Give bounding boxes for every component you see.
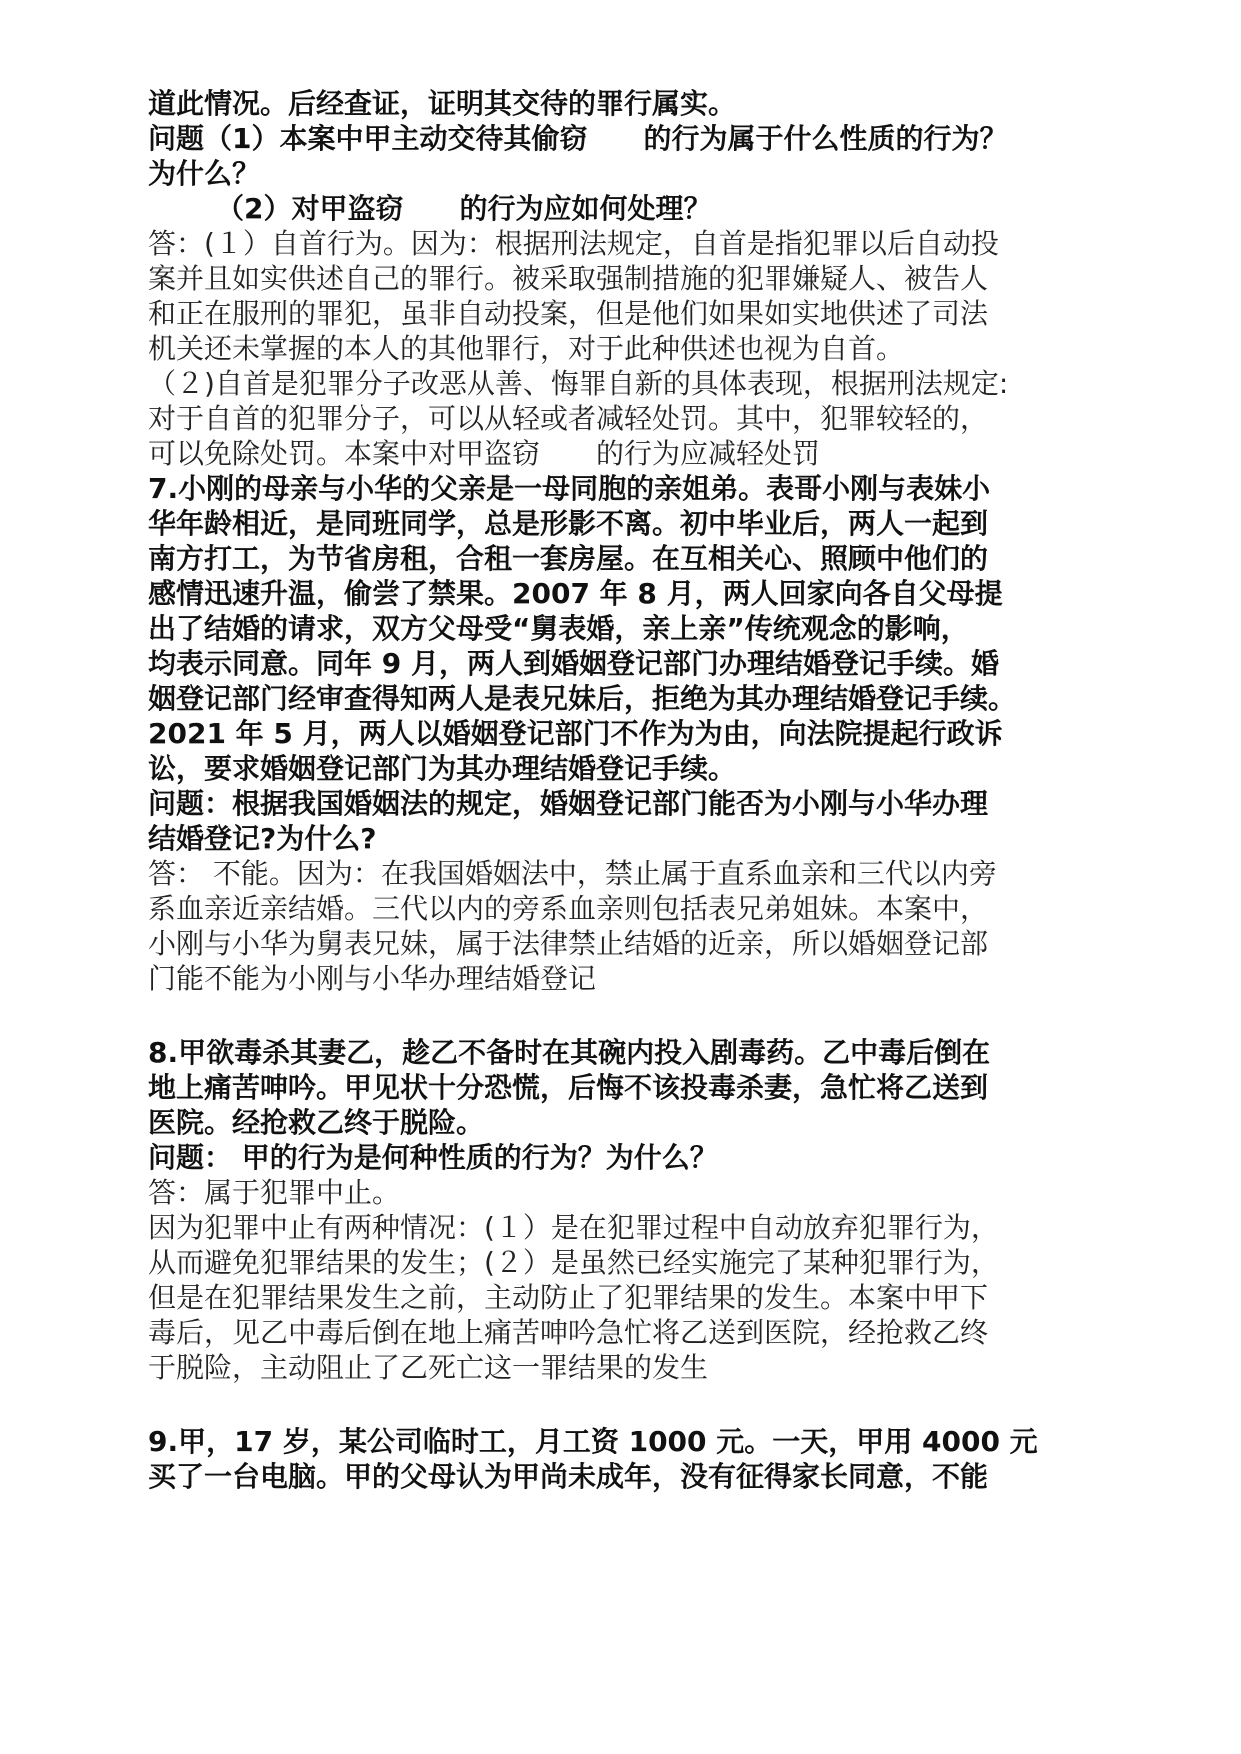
answer-line: （２)自首是犯罪分子改恶从善、悔罪自新的具体表现，根据刑法规定:: [148, 367, 1009, 400]
text-line: 道此情况。后经查证，证明其交待的罪行属实。: [148, 87, 737, 120]
case-line: 买了一台电脑。甲的父母认为甲尚未成年，没有征得家长同意，不能: [148, 1460, 989, 1493]
document-page: [148, 86, 1148, 1494]
case-line: 均表示同意。同年 9 月，两人到婚姻登记部门办理结婚登记手续。婚: [148, 647, 999, 680]
case-line: 医院。经抢救乙终于脱险。: [148, 1106, 485, 1139]
question-line: 问题： 甲的行为是何种性质的行为？为什么？: [148, 1141, 718, 1174]
paragraph-gap: [148, 1385, 1148, 1424]
answer-line: 答：属于犯罪中止。: [148, 1176, 401, 1209]
case-line: 8.甲欲毒杀其妻乙，趁乙不备时在其碗内投入剧毒药。乙中毒后倒在: [148, 1036, 991, 1069]
case-line: 2021 年 5 月，两人以婚姻登记部门不作为为由，向法院提起行政诉: [148, 717, 1003, 750]
answer-line: 机关还未掌握的本人的其他罪行，对于此种供述也视为自首。: [148, 332, 905, 365]
question-line: （2）对甲盗窃 的行为应如何处理？: [216, 192, 712, 225]
case-line: 讼，要求婚姻登记部门为其办理结婚登记手续。: [148, 752, 737, 785]
answer-line: 和正在服刑的罪犯，虽非自动投案，但是他们如果如实地供述了司法: [148, 297, 989, 330]
question-line: 为什么？: [148, 157, 261, 190]
answer-line: 可以免除处罚。本案中对甲盗窃 的行为应减轻处罚: [148, 437, 821, 470]
paragraph-gap: [148, 996, 1148, 1035]
case-line: 华年龄相近，是同班同学，总是形影不离。初中毕业后，两人一起到: [148, 507, 989, 540]
case-line: 感情迅速升温，偷尝了禁果。2007 年 8 月，两人回家向各自父母提: [148, 577, 1003, 610]
question-line: 问题（1）本案中甲主动交待其偷窃 的行为属于什么性质的行为？: [148, 122, 1008, 155]
answer-line: 毒后，见乙中毒后倒在地上痛苦呻吟急忙将乙送到医院，经抢救乙终: [148, 1316, 989, 1349]
case-line: 南方打工，为节省房租，合租一套房屋。在互相关心、照顾中他们的: [148, 542, 989, 575]
answer-line: 系血亲近亲结婚。三代以内的旁系血亲则包括表兄弟姐妹。本案中，: [148, 892, 989, 925]
answer-line: 于脱险，主动阻止了乙死亡这一罪结果的发生: [148, 1351, 709, 1384]
case-line: 姻登记部门经审查得知两人是表兄妹后，拒绝为其办理结婚登记手续。: [148, 682, 1017, 715]
case-line: 地上痛苦呻吟。甲见状十分恐慌，后悔不该投毒杀妻，急忙将乙送到: [148, 1071, 989, 1104]
answer-line: 对于自首的犯罪分子，可以从轻或者减轻处罚。其中，犯罪较轻的，: [148, 402, 989, 435]
answer-line: 答： 不能。因为：在我国婚姻法中，禁止属于直系血亲和三代以内旁: [148, 857, 997, 890]
question-line: 结婚登记?为什么?: [148, 822, 377, 855]
question-line: 问题：根据我国婚姻法的规定，婚姻登记部门能否为小刚与小华办理: [148, 787, 989, 820]
answer-line: 小刚与小华为舅表兄妹，属于法律禁止结婚的近亲，所以婚姻登记部: [148, 927, 989, 960]
case-line: 出了结婚的请求，双方父母受“舅表婚，亲上亲”传统观念的影响，: [148, 612, 969, 645]
case-line: 7.小刚的母亲与小华的父亲是一母同胞的亲姐弟。表哥小刚与表妹小: [148, 472, 991, 505]
case-line: 9.甲，17 岁，某公司临时工，月工资 1000 元。一天，甲用 4000 元: [148, 1425, 1038, 1458]
answer-line: 从而避免犯罪结果的发生；(２）是虽然已经实施完了某种犯罪行为，: [148, 1246, 999, 1279]
answer-line: 答：(１）自首行为。因为：根据刑法规定，自首是指犯罪以后自动投: [148, 227, 999, 260]
answer-line: 门能不能为小刚与小华办理结婚登记: [148, 962, 597, 995]
answer-line: 但是在犯罪结果发生之前，主动防止了犯罪结果的发生。本案中甲下: [148, 1281, 989, 1314]
answer-line: 因为犯罪中止有两种情况：(１）是在犯罪过程中自动放弃犯罪行为，: [148, 1211, 999, 1244]
answer-line: 案并且如实供述自己的罪行。被采取强制措施的犯罪嫌疑人、被告人: [148, 262, 989, 295]
